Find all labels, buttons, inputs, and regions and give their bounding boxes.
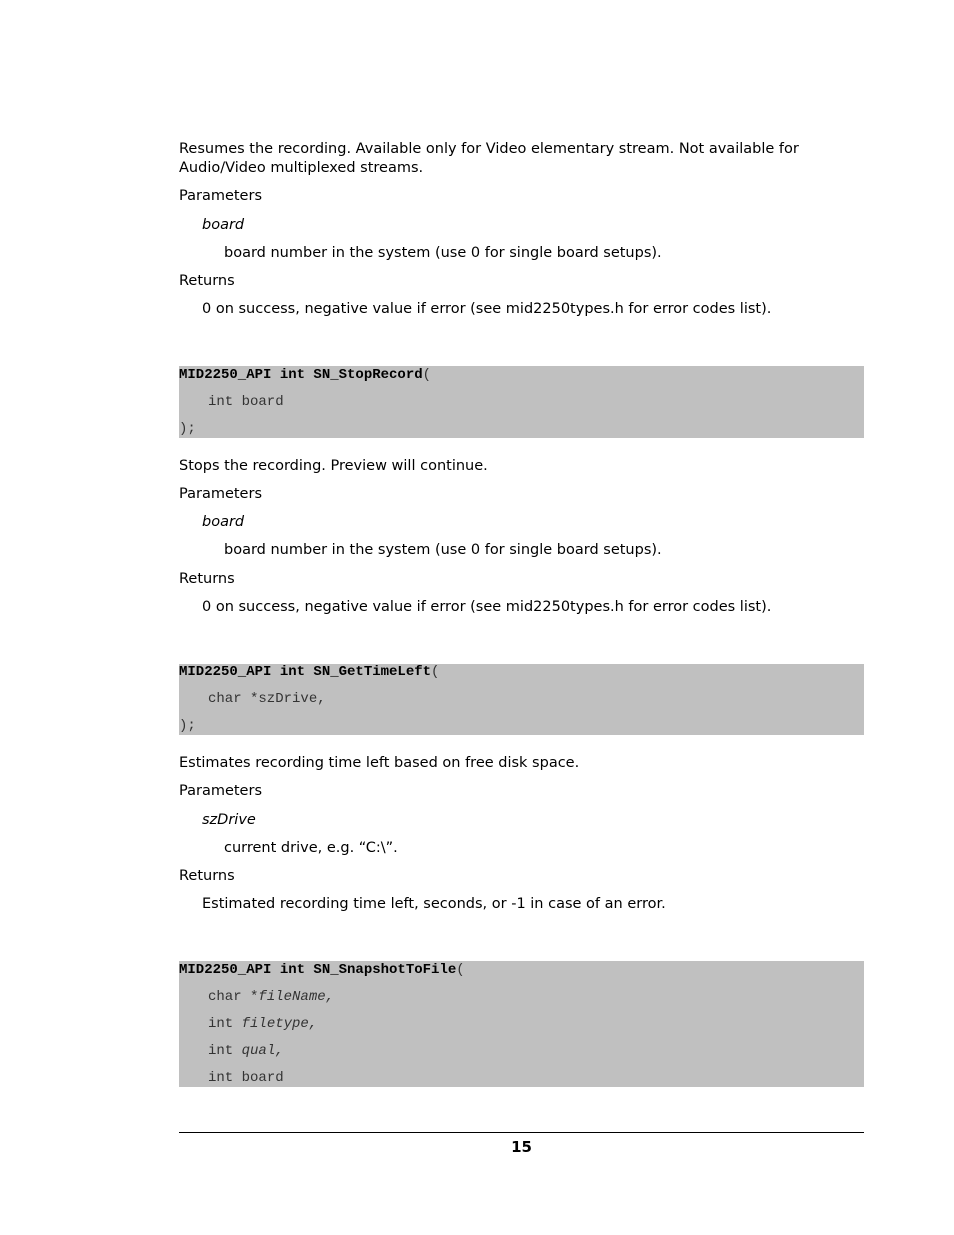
code-arg: char *fileName, — [208, 989, 335, 1005]
resume-param-desc: board number in the system (use 0 for single board setups). — [224, 245, 662, 261]
resume-returns-desc: 0 on success, negative value if error (see mid2250types.h for error codes list). — [202, 301, 772, 317]
stop-record-param-name: board — [202, 514, 245, 530]
code-arg: int filetype, — [208, 1016, 318, 1032]
code-arg: int qual, — [208, 1043, 284, 1059]
code-signature: MID2250_API int SN_StopRecord( — [179, 367, 432, 383]
footer-divider — [179, 1132, 864, 1133]
stop-record-description: Stops the recording. Preview will continue. — [179, 458, 488, 474]
code-arg: char *szDrive, — [208, 691, 326, 707]
code-signature: MID2250_API int SN_SnapshotToFile( — [179, 962, 465, 978]
resume-parameters-label: Parameters — [179, 188, 262, 204]
code-arg: int board — [208, 1070, 284, 1086]
get-time-left-param-name: szDrive — [202, 812, 256, 828]
resume-returns-label: Returns — [179, 273, 235, 289]
stop-record-parameters-label: Parameters — [179, 486, 262, 502]
get-time-left-param-desc: current drive, e.g. “C:\”. — [224, 840, 398, 856]
code-block-snapshot-to-file — [179, 961, 864, 1087]
stop-record-returns-desc: 0 on success, negative value if error (see mid2250types.h for error codes list). — [202, 599, 772, 615]
code-arg: int board — [208, 394, 284, 410]
resume-param-name: board — [202, 217, 245, 233]
code-close: ); — [179, 421, 196, 437]
get-time-left-returns-desc: Estimated recording time left, seconds, or -1 in case of an error. — [202, 896, 666, 912]
resume-description: Resumes the recording. Available only for Video elementary stream. Not available for Audio/Video multiplexed streams. — [179, 141, 799, 176]
code-signature: MID2250_API int SN_GetTimeLeft( — [179, 664, 440, 680]
page-number: 15 — [511, 1138, 532, 1156]
code-block-stop-record — [179, 366, 864, 438]
code-close: ); — [179, 718, 196, 734]
get-time-left-parameters-label: Parameters — [179, 783, 262, 799]
stop-record-param-desc: board number in the system (use 0 for single board setups). — [224, 542, 662, 558]
code-block-get-time-left — [179, 664, 864, 735]
stop-record-returns-label: Returns — [179, 571, 235, 587]
get-time-left-returns-label: Returns — [179, 868, 235, 884]
get-time-left-description: Estimates recording time left based on free disk space. — [179, 755, 580, 771]
